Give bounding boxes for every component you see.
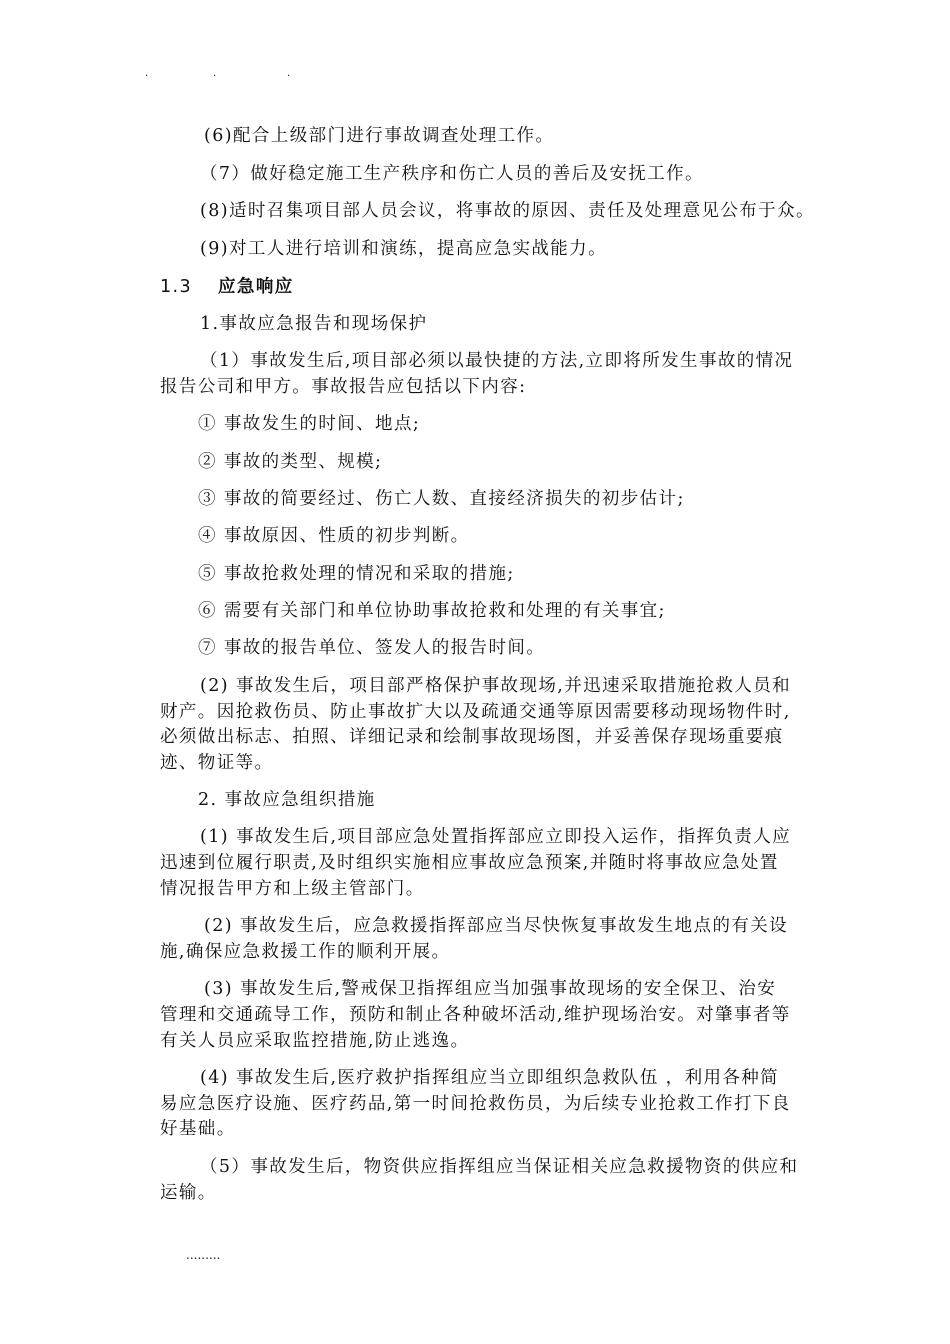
sub2-p2-line: (2) 事故发生后，应急救援指挥部应当尽快恢复事故发生地点的有关设 bbox=[204, 916, 789, 936]
sub2-p1-line: 迅速到位履行职责,及时组织实施相应事故应急预案,并随时将事故应急处置 bbox=[160, 853, 779, 873]
report-item: ⑥ 需要有关部门和单位协助事故抢救和处理的有关事宜; bbox=[198, 601, 666, 621]
sub1-p2-line: 财产。因抢救伤员、防止事故扩大以及疏通交通等原因需要移动现场物件时, bbox=[160, 702, 791, 722]
item-9: (9)对工人进行培训和演练，提高应急实战能力。 bbox=[200, 239, 607, 259]
report-item: ④ 事故原因、性质的初步判断。 bbox=[198, 526, 470, 546]
sub1-p2-line: 必须做出标志、拍照、详细记录和绘制事故现场图，并妥善保存现场重要痕 bbox=[160, 727, 784, 747]
report-item: ⑦ 事故的报告单位、签发人的报告时间。 bbox=[198, 638, 546, 658]
header-dot: . bbox=[287, 68, 291, 79]
sub1-p2-line: (2) 事故发生后，项目部严格保护事故现场,并迅速采取措施抢救人员和 bbox=[200, 676, 792, 696]
sub2-p2-line: 施,确保应急救援工作的顺利开展。 bbox=[160, 942, 451, 962]
subsection-2-title: 2. 事故应急组织措施 bbox=[198, 790, 376, 810]
sub1-p1-line2: 报告公司和甲方。事故报告应包括以下内容: bbox=[160, 377, 527, 397]
sub2-p4-line: (4) 事故发生后,医疗救护指挥组应当立即组织急救队伍 ，利用各种简 bbox=[200, 1068, 780, 1088]
header-dot: . bbox=[213, 68, 217, 79]
subsection-1-title: 1.事故应急报告和现场保护 bbox=[200, 314, 428, 334]
sub2-p4-line: 易应急医疗设施、医疗药品,第一时间抢救伤员，为后续专业抢救工作打下良 bbox=[160, 1094, 791, 1114]
sub2-p5-line: 运输。 bbox=[160, 1183, 217, 1203]
sub1-p2-line: 迹、物证等。 bbox=[160, 753, 274, 773]
sub1-p1-line1: （1）事故发生后,项目部必须以最快捷的方法,立即将所发生事故的情况 bbox=[200, 351, 794, 371]
sub2-p3-line: (3) 事故发生后,警戒保卫指挥组应当加强事故现场的安全保卫、治安 bbox=[204, 979, 777, 999]
report-item: ⑤ 事故抢救处理的情况和采取的措施; bbox=[198, 564, 515, 584]
sub2-p1-line: (1) 事故发生后,项目部应急处置指挥部应立即投入运作，指挥负责人应 bbox=[200, 827, 792, 847]
item-7: （7）做好稳定施工生产秩序和伤亡人员的善后及安抚工作。 bbox=[200, 164, 704, 184]
item-6: (6)配合上级部门进行事故调查处理工作。 bbox=[204, 126, 555, 146]
report-item: ③ 事故的简要经过、伤亡人数、直接经济损失的初步估计; bbox=[198, 489, 685, 509]
sub2-p3-line: 有关人员应采取监控措施,防止逃逸。 bbox=[160, 1031, 470, 1051]
header-dot: . bbox=[145, 68, 149, 79]
sub2-p3-line: 管理和交通疏导工作，预防和制止各种破坏活动,维护现场治安。对肇事者等 bbox=[160, 1005, 791, 1025]
sub2-p1-line: 情况报告甲方和上级主管部门。 bbox=[160, 879, 425, 899]
report-item: ② 事故的类型、规模; bbox=[198, 452, 383, 472]
sub2-p4-line: 好基础。 bbox=[160, 1119, 236, 1139]
item-8: (8)适时召集项目部人员会议，将事故的原因、责任及处理意见公布于众。 bbox=[200, 201, 815, 221]
section-title: 应急响应 bbox=[218, 277, 294, 297]
section-heading bbox=[160, 274, 294, 300]
footer-dots: ......... bbox=[186, 1248, 221, 1262]
sub2-p5-line: （5）事故发生后，物资供应指挥组应当保证相关应急救援物资的供应和 bbox=[200, 1157, 799, 1177]
section-number: 1.3 bbox=[160, 277, 193, 297]
report-item: ① 事故发生的时间、地点; bbox=[198, 414, 421, 434]
